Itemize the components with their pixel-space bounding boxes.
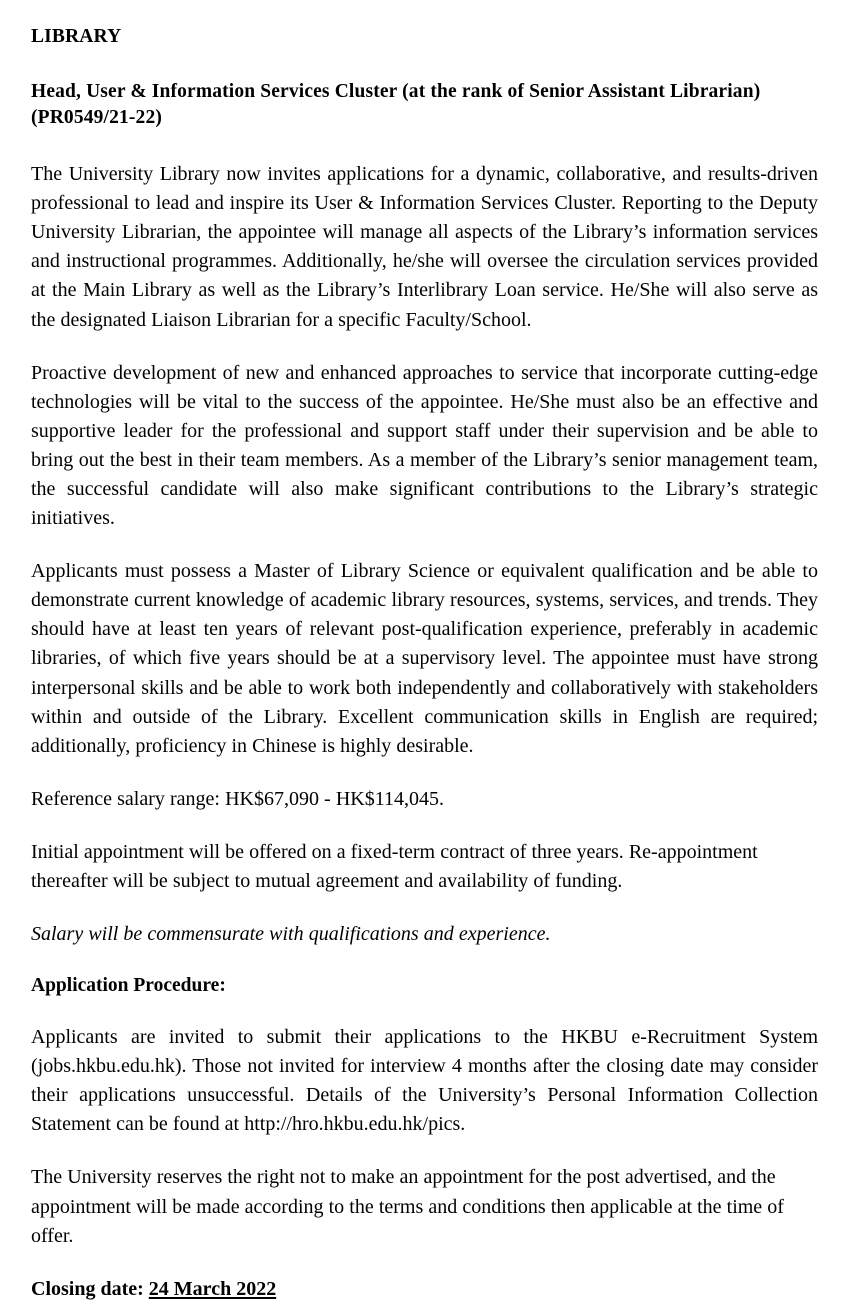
post-reference-number: (PR0549/21-22) bbox=[31, 106, 162, 128]
closing-date-value: 24 March 2022 bbox=[148, 1277, 277, 1300]
spacer bbox=[31, 761, 818, 785]
paragraph-qualifications: Applicants must possess a Master of Library Science or equivalent qualification and be able to demonstrate current knowledge of academic library resources, systems, services, and trends. They should have at least ten years of relevant post-qualification experience, preferably in academic libraries, of which five years should be at a supervisory level. The appointee must have strong interpersonal skills and be able to work both independently and collaboratively with stakeholders within and outside of the Library. Excellent communication skills in English are required; additionally, proficiency in Chinese is highly desirable. bbox=[31, 560, 818, 757]
post-title bbox=[31, 79, 818, 130]
paragraph-appointment-terms: Initial appointment will be offered on a fixed-term contract of three years. Re-appointment thereafter will be subject to mutual agreement and availability of funding. bbox=[31, 840, 758, 892]
closing-date-label: Closing date: bbox=[31, 1277, 144, 1300]
spacer bbox=[31, 533, 818, 557]
post-title-line-1: Head, User & Information Services Cluster (at the rank of Senior Assistant Librarian) bbox=[31, 81, 761, 103]
spacer bbox=[31, 130, 818, 160]
spacer bbox=[31, 896, 818, 920]
paragraph-salary-range: Reference salary range: HK$67,090 - HK$114,045. bbox=[31, 787, 444, 810]
spacer bbox=[31, 1251, 818, 1275]
spacer bbox=[31, 949, 818, 973]
application-procedure-heading: Application Procedure: bbox=[31, 975, 226, 997]
spacer bbox=[31, 49, 818, 79]
paragraph-leadership: Proactive development of new and enhanced approaches to service that incorporate cutting-edge technologies will be vital to the success of the appointee. He/She must also be an effective and supportive leader for the professional and support staff under their supervision and be able to bring out the best in their team members. As a member of the Library’s senior management team, the successful candidate will also make significant contributions to the Library’s strategic initiatives. bbox=[31, 361, 818, 530]
closing-date-line bbox=[31, 1275, 818, 1303]
spacer bbox=[31, 814, 818, 838]
paragraph-disclaimer: The University reserves the right not to make an appointment for the post advertised, and the appointment will be made according to the terms and conditions then applicable at the time of offer. bbox=[31, 1166, 784, 1247]
department-heading: LIBRARY bbox=[31, 26, 122, 47]
paragraph-overview: The University Library now invites applications for a dynamic, collaborative, and results-driven professional to lead and inspire its User & Information Services Cluster. Reporting to the Deputy University Librarian, the appointee will manage all aspects of the Library’s information services and instructional programmes. Additionally, he/she will oversee the circulation services provided at the Main Library as well as the Library’s Interlibrary Loan service. He/She will also serve as the designated Liaison Librarian for a specific Faculty/School. bbox=[31, 163, 818, 331]
spacer bbox=[31, 335, 818, 359]
spacer bbox=[31, 999, 818, 1023]
spacer bbox=[31, 1139, 818, 1163]
paragraph-salary-note: Salary will be commensurate with qualifications and experience. bbox=[31, 923, 551, 946]
paragraph-application-instructions: Applicants are invited to submit their applications to the HKBU e-Recruitment System (jobs.hkbu.edu.hk). Those not invited for interview 4 months after the closing date may consider their applications unsuccessful. Details of the University’s Personal Information Collection Statement can be found at http://hro.hkbu.edu.hk/pics. bbox=[31, 1026, 818, 1136]
